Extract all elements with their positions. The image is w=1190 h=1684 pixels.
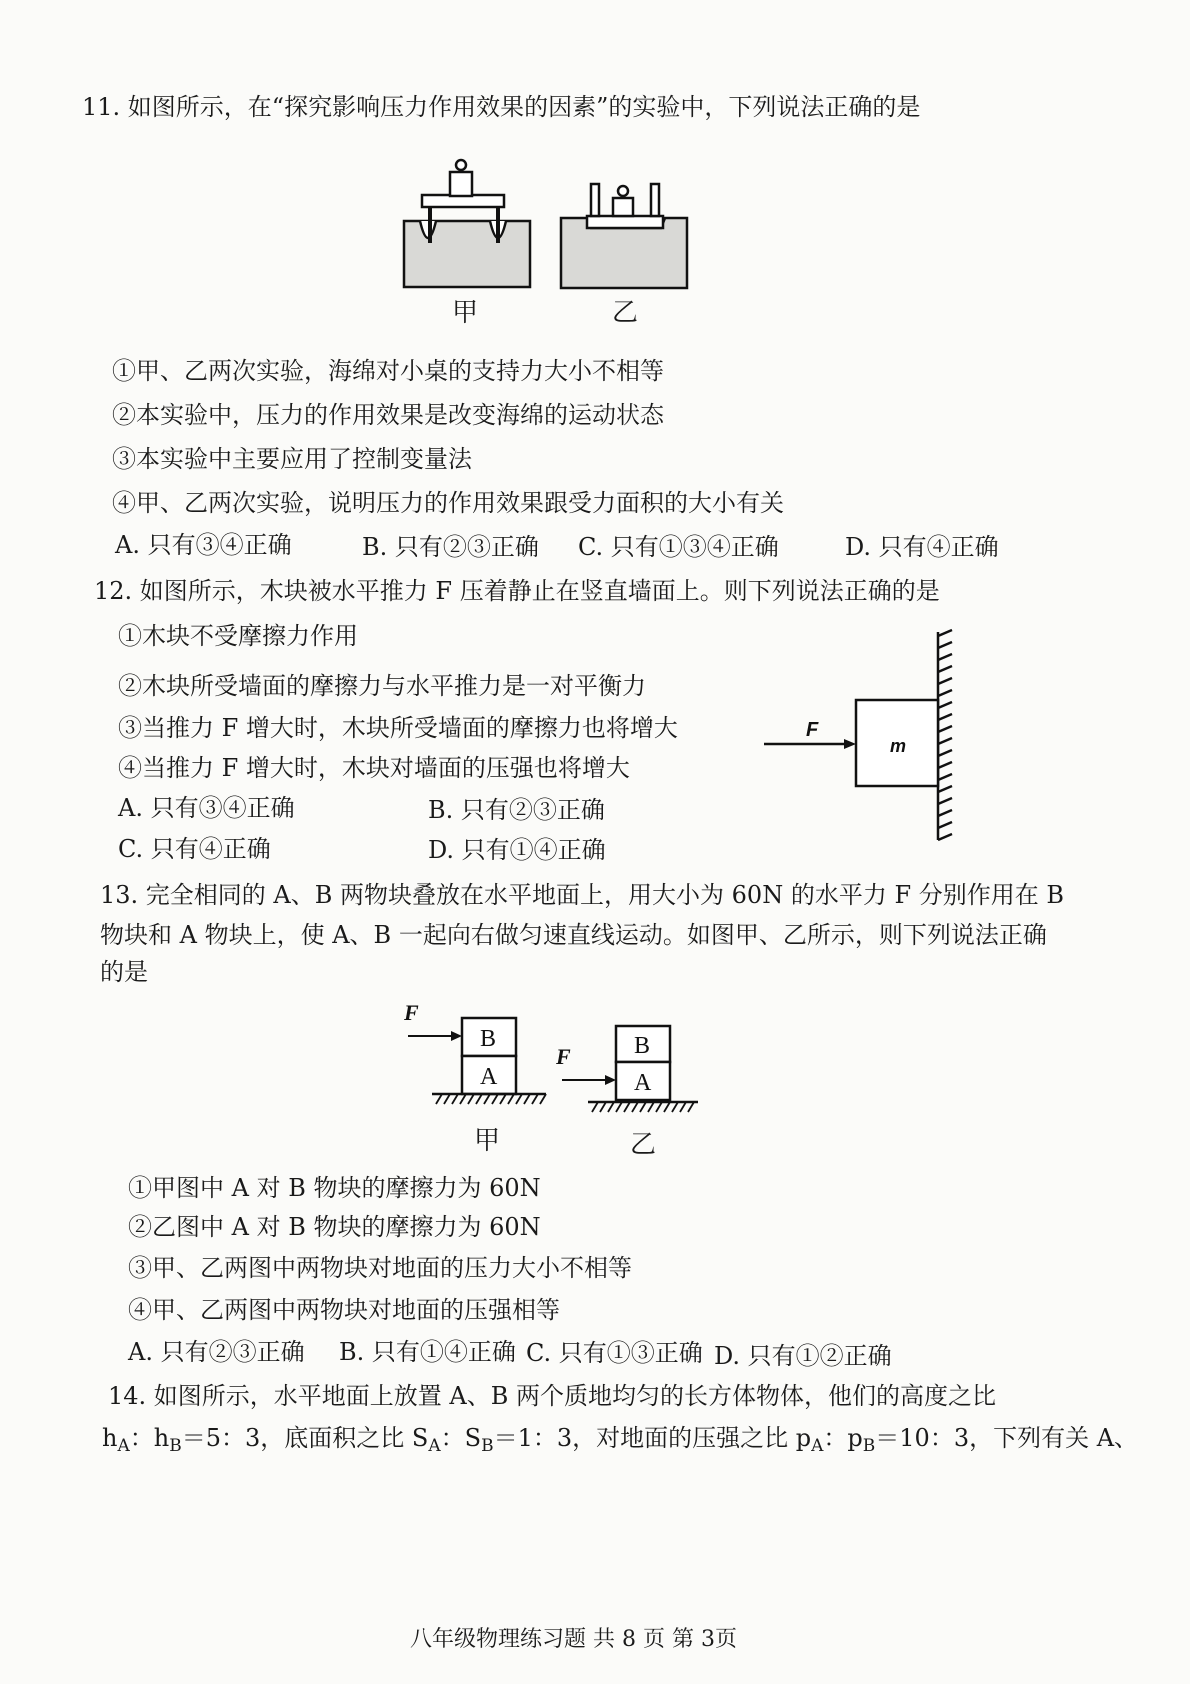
q13-option-d: D. 只有①②正确: [714, 1342, 892, 1370]
q13-stem-line-3: 的是: [100, 958, 148, 986]
p-symbol-b: p: [847, 1424, 863, 1452]
q12-option-c: C. 只有④正确: [118, 835, 271, 863]
ratio-colon-3: ：: [823, 1424, 848, 1452]
sub-b-3: B: [862, 1436, 876, 1456]
sub-b-2: B: [481, 1436, 494, 1456]
ratio-colon-2: ：: [440, 1424, 465, 1452]
sub-a: A: [117, 1436, 130, 1456]
q13-stem-line-1: 13. 完全相同的 A、B 两物块叠放在水平地面上，用大小为 60N 的水平力 F 分别作用在 B: [100, 881, 1064, 909]
h-symbol: h: [102, 1424, 118, 1452]
block-b-yi: B: [634, 1033, 651, 1059]
s-symbol-a: S: [411, 1424, 429, 1452]
q12-statement-2: ②木块所受墙面的摩擦力与水平推力是一对平衡力: [118, 672, 646, 700]
q11-statement-4: ④甲、乙两次实验，说明压力的作用效果跟受力面积的大小有关: [112, 489, 784, 517]
q11-option-c: C. 只有①③④正确: [578, 533, 779, 561]
q12-option-d: D. 只有①④正确: [428, 836, 606, 864]
force-label: F: [806, 719, 819, 741]
q13-stem-line-2: 物块和 A 物块上，使 A、B 一起向右做匀速直线运动。如图甲、乙所示，则下列说法正确: [100, 921, 1047, 949]
sub-a-3: A: [811, 1436, 824, 1456]
ratio-text-2: ＝1：3，对地面的压强之比: [493, 1424, 796, 1452]
q14-stem-line-2: [102, 1423, 1138, 1461]
q13-option-c: C. 只有①③正确: [526, 1339, 703, 1367]
q13-figure-yi: [552, 1012, 702, 1122]
q11-option-d: D. 只有④正确: [845, 533, 999, 561]
wall-hatching: [938, 630, 952, 840]
q12-option-b: B. 只有②③正确: [428, 796, 605, 824]
block-b-jia: B: [480, 1026, 497, 1052]
force-label-yi: F: [556, 1044, 571, 1069]
q11-statement-2: ②本实验中，压力的作用效果是改变海绵的运动状态: [112, 401, 664, 429]
q12-statement-4: ④当推力 F 增大时，木块对墙面的压强也将增大: [118, 754, 630, 782]
sub-b: B: [169, 1436, 182, 1456]
sub-a-2: A: [428, 1436, 441, 1456]
q13-statement-2: ②乙图中 A 对 B 物块的摩擦力为 60N: [128, 1213, 541, 1241]
q13-option-b: B. 只有①④正确: [339, 1338, 516, 1366]
q11-statement-3: ③本实验中主要应用了控制变量法: [112, 445, 472, 473]
q11-figure-yi: [557, 180, 692, 290]
ratio-colon: ：: [129, 1424, 154, 1452]
q13-figure-label-yi: 乙: [630, 1130, 657, 1160]
block-a-yi: A: [634, 1070, 652, 1096]
s-symbol-b: S: [464, 1424, 482, 1452]
q13-figure-label-jia: 甲: [474, 1126, 501, 1156]
p-symbol-a: p: [795, 1424, 812, 1452]
q11-figure-label-yi: 乙: [612, 298, 639, 328]
q14-stem-line-1: 14. 如图所示，水平地面上放置 A、B 两个质地均匀的长方体物体，他们的高度之比: [108, 1382, 997, 1410]
q11-option-a: A. 只有③④正确: [115, 531, 292, 559]
q12-statement-1: ①木块不受摩擦力作用: [118, 622, 358, 650]
force-label-jia: F: [404, 1000, 419, 1025]
q12-option-a: A. 只有③④正确: [118, 794, 295, 822]
q11-option-b: B. 只有②③正确: [362, 533, 539, 561]
q11-figure-label-jia: 甲: [452, 298, 479, 328]
ratio-text-3: ＝10：3，下列有关 A、: [875, 1424, 1139, 1452]
q12-figure: [760, 630, 970, 842]
q11-figure-jia: [400, 155, 535, 290]
q13-statement-3: ③甲、乙两图中两物块对地面的压力大小不相等: [128, 1254, 632, 1282]
ratio-text-1: ＝5：3，底面积之比: [181, 1424, 412, 1452]
h-symbol-b: h: [153, 1424, 170, 1452]
q13-figure-jia: [400, 1000, 550, 1110]
mass-label: m: [890, 736, 907, 756]
q13-statement-4: ④甲、乙两图中两物块对地面的压强相等: [128, 1296, 560, 1324]
q13-statement-1: ①甲图中 A 对 B 物块的摩擦力为 60N: [128, 1174, 541, 1202]
q12-statement-3: ③当推力 F 增大时，木块所受墙面的摩擦力也将增大: [118, 714, 678, 742]
q11-statement-1: ①甲、乙两次实验，海绵对小桌的支持力大小不相等: [112, 357, 664, 385]
q13-option-a: A. 只有②③正确: [128, 1338, 305, 1366]
page-footer: 八年级物理练习题 共 8 页 第 3页: [410, 1627, 737, 1652]
q11-stem: 11. 如图所示，在“探究影响压力作用效果的因素”的实验中，下列说法正确的是: [82, 93, 921, 121]
q12-stem: 12. 如图所示，木块被水平推力 F 压着静止在竖直墙面上。则下列说法正确的是: [94, 577, 940, 605]
block-a-jia: A: [480, 1064, 498, 1090]
